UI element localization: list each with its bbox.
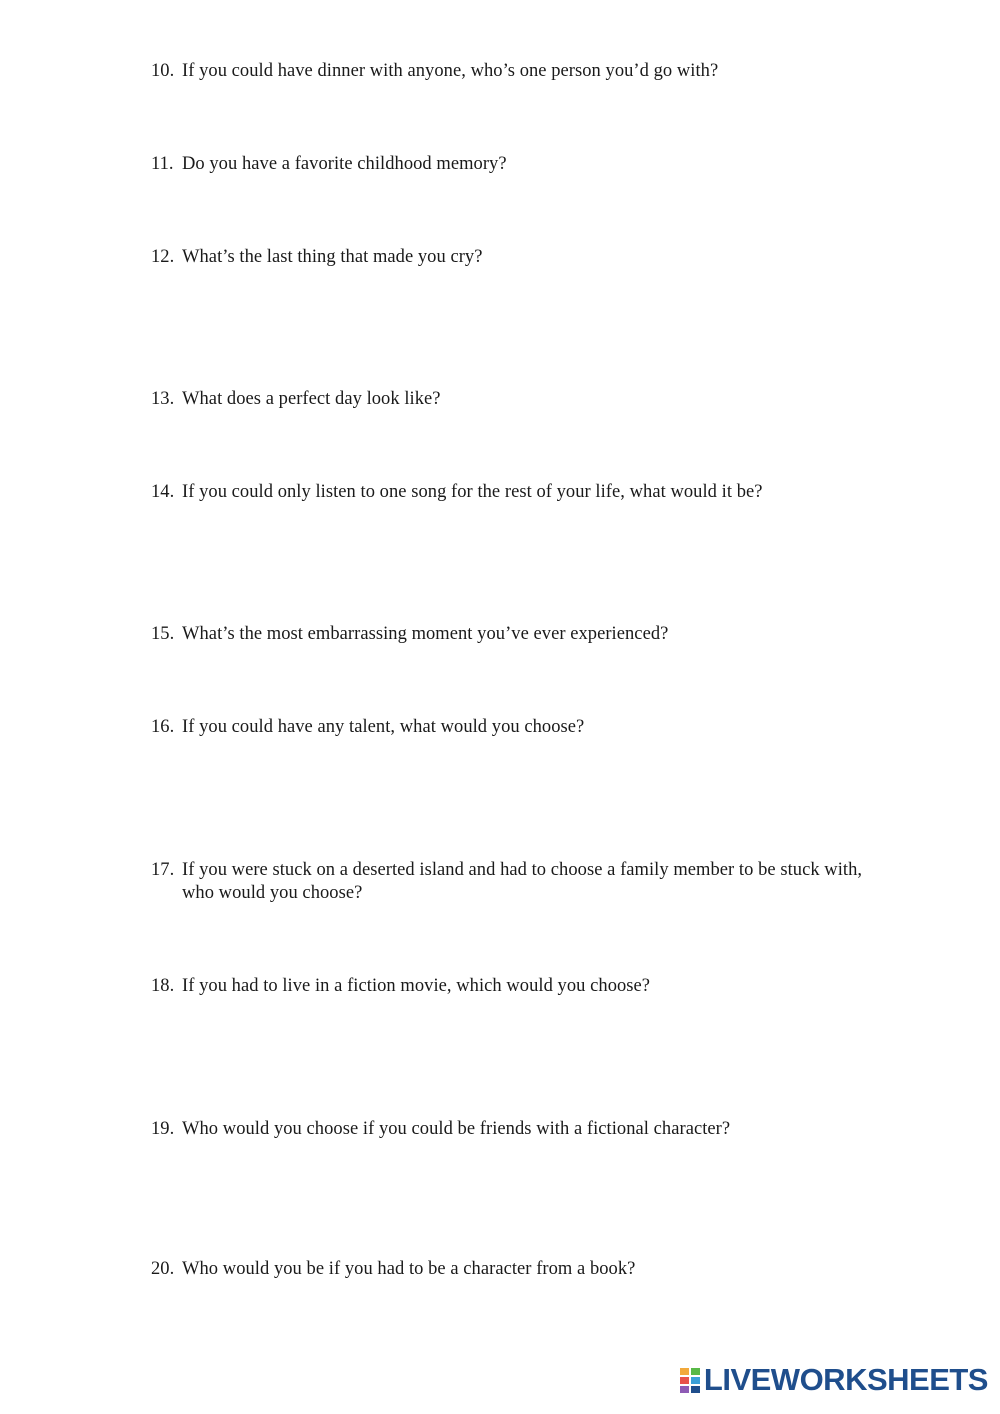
question-11: [151, 153, 871, 176]
question-13: [151, 388, 871, 411]
question-19: [151, 1118, 871, 1141]
brand-name: LIVEWORKSHEETS: [703, 1362, 988, 1397]
question-text: If you could only listen to one song for the rest of your life, what would it be?: [182, 482, 763, 502]
question-text: If you could have any talent, what would you choose?: [182, 717, 585, 737]
question-number: 13.: [151, 389, 175, 409]
question-number: 11.: [151, 154, 174, 174]
question-12: [151, 246, 871, 269]
question-10: [151, 60, 871, 83]
question-text: If you had to live in a fiction movie, which would you choose?: [182, 976, 651, 996]
question-14: [151, 481, 871, 504]
question-number: 16.: [151, 717, 175, 737]
question-text: If you were stuck on a deserted island and had to choose a family member to be stuck with, who would you choose?: [182, 860, 863, 903]
question-16: [151, 716, 871, 739]
question-number: 20.: [151, 1259, 175, 1279]
question-text: Do you have a favorite childhood memory?: [182, 154, 507, 174]
question-number: 19.: [151, 1119, 175, 1139]
question-number: 10.: [151, 61, 175, 81]
question-number: 17.: [151, 860, 175, 880]
question-number: 15.: [151, 624, 175, 644]
liveworksheets-branding: [680, 1364, 988, 1396]
question-20: [151, 1258, 871, 1281]
question-number: 14.: [151, 482, 175, 502]
liveworksheets-logo-icon: [680, 1366, 702, 1394]
question-text: Who would you choose if you could be friends with a fictional character?: [182, 1119, 731, 1139]
question-text: What’s the most embarrassing moment you’ve ever experienced?: [182, 624, 669, 644]
question-text: What’s the last thing that made you cry?: [182, 247, 483, 267]
question-18: [151, 975, 871, 998]
question-text: Who would you be if you had to be a character from a book?: [182, 1259, 636, 1279]
question-17: [151, 859, 871, 905]
question-15: [151, 623, 871, 646]
question-text: What does a perfect day look like?: [182, 389, 441, 409]
question-number: 18.: [151, 976, 175, 996]
question-number: 12.: [151, 247, 175, 267]
question-text: If you could have dinner with anyone, who’s one person you’d go with?: [182, 61, 719, 81]
